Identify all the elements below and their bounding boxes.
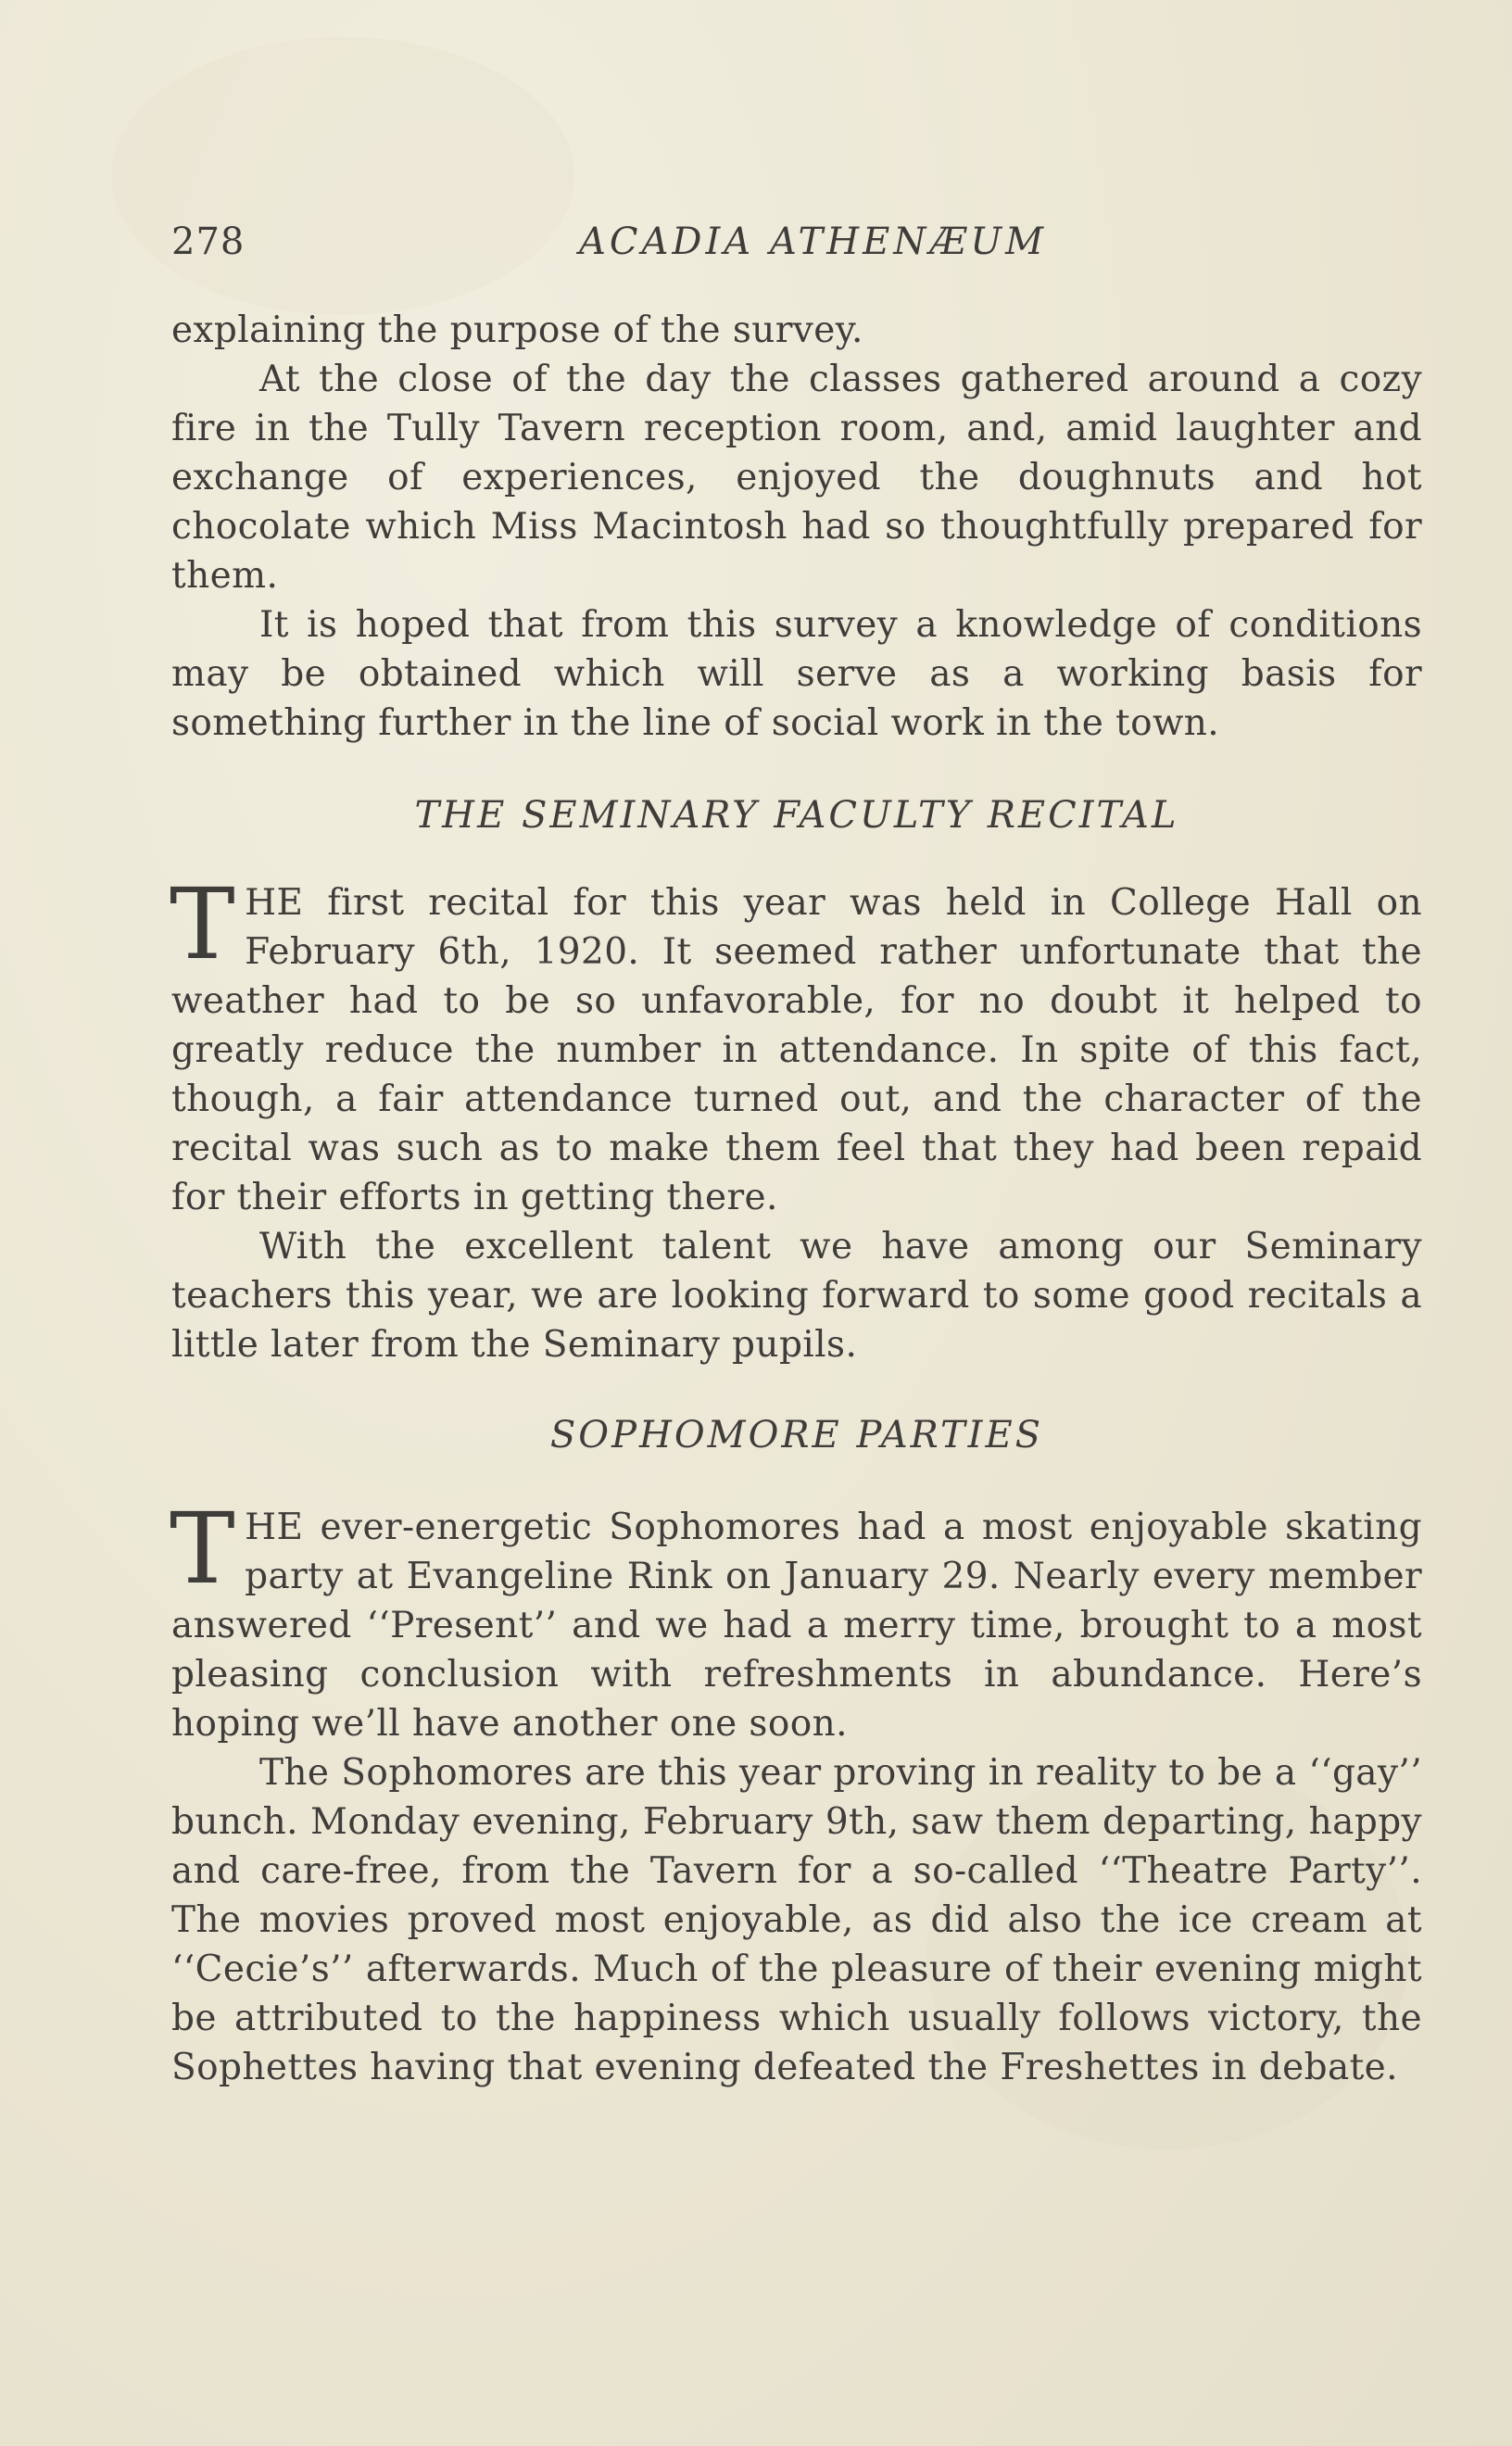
- sophomore-paragraph-first: [170, 1492, 1422, 1748]
- section-heading-faculty-recital: THE SEMINARY FACULTY RECITAL: [414, 794, 1179, 837]
- intro-paragraph: At the close of the day the classes gathered around a cozy fire in the Tully Tavern reception room, and, amid laughter and exchange of experiences, enjoyed the doughnuts and hot chocolate which Miss Macintosh had so thoughtfully prepared for them.: [171, 359, 1422, 597]
- sophomore-paragraph-second: The Sophomores are this year proving in reality to be a ‘‘gay’’ bunch. Monday evening, February 9th, saw them departing, happy and care-free, from the Tavern for a so-called ‘‘Theatre Party’’. The movies proved most enjoyable, as did also the ice cream at ‘‘Cecie’s’’ afterwards. Much of the pleasure of their evening might be attributed to the happiness which usually follows victory, the Sophettes having that evening defeated the Freshettes in debate.: [171, 1752, 1422, 2088]
- journal-title: ACADIA ATHENÆUM: [579, 221, 1048, 263]
- intro-paragraph: explaining the purpose of the survey.: [171, 309, 863, 351]
- drop-cap: T: [170, 867, 236, 981]
- intro-paragraph: It is hoped that from this survey a knowledge of conditions may be obtained which will serve as a working basis for something further in the line of social work in the town.: [171, 604, 1422, 744]
- drop-cap: T: [170, 1492, 236, 1606]
- page-number: 278: [171, 221, 246, 263]
- recital-paragraph-second: With the excellent talent we have among our Seminary teachers this year, we are looking forward to some good recitals a little later from the Seminary pupils.: [171, 1226, 1422, 1366]
- sophomore-paragraph-text: HE ever-energetic Sophomores had a most enjoyable skating party at Evangeline Rink on January 29. Nearly every member answered ‘‘Present’’ and we had a merry time, brought to a most pleasing conclusion with refreshments in abundance. Here’s hoping we’ll have another one soon.: [171, 1507, 1422, 1745]
- recital-paragraph-first: [170, 867, 1422, 1222]
- running-head: [171, 221, 1422, 276]
- section-heading-sophomore-parties: SOPHOMORE PARTIES: [549, 1414, 1044, 1456]
- book-page: [171, 221, 1422, 2092]
- recital-paragraph-text: HE first recital for this year was held in College Hall on February 6th, 1920. It seemed rather unfortunate that the weather had to be so unfavorable, for no doubt it helped to greatly reduce the number in attendance. In spite of this fact, though, a fair attendance turned out, and the character of the recital was such as to make them feel that they had been repaid for their efforts in getting there.: [171, 882, 1422, 1218]
